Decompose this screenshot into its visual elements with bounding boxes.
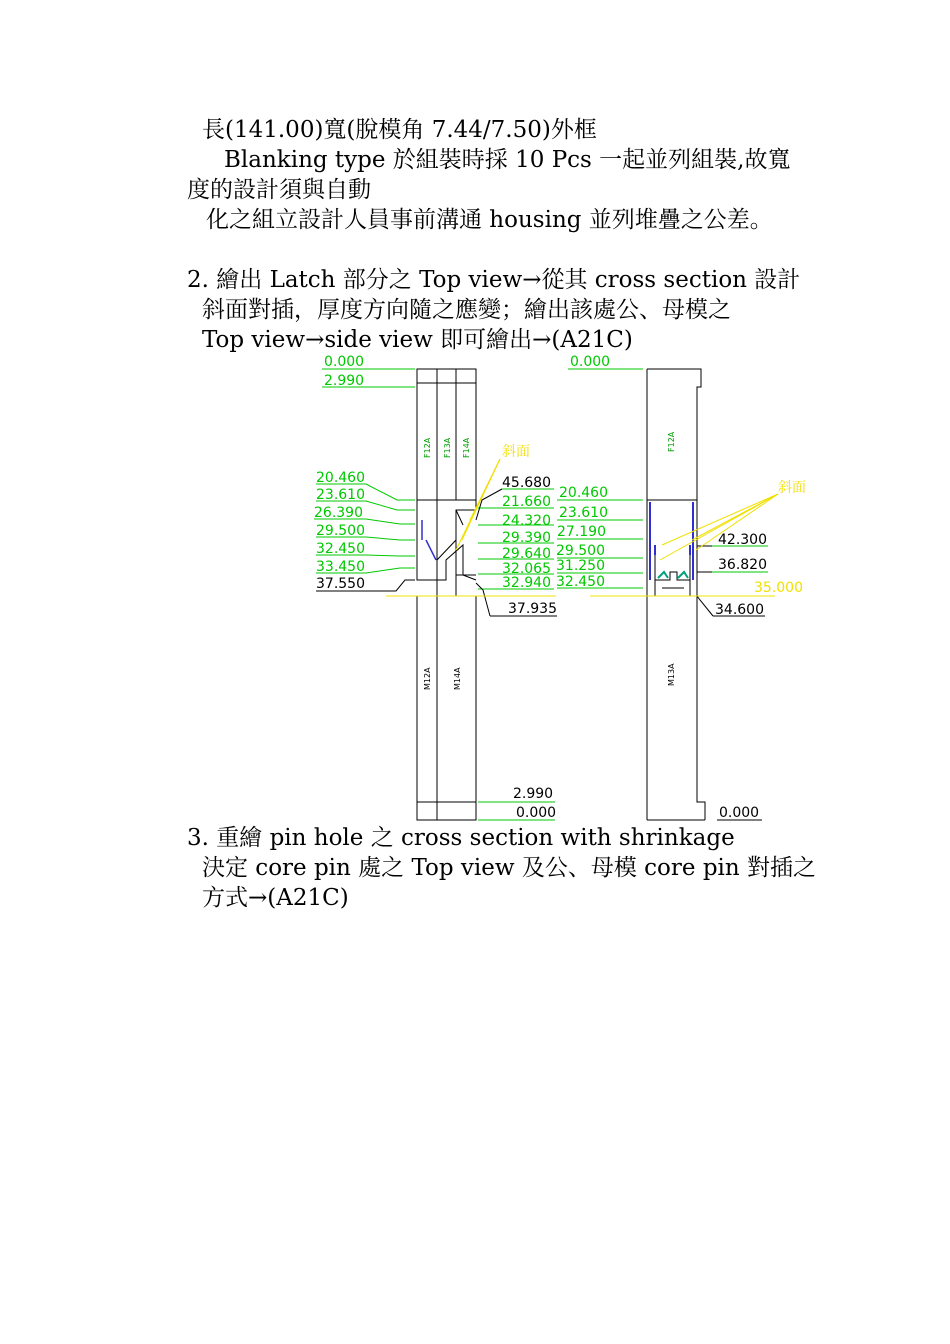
slope-label-right: 斜面 [778,480,806,496]
dim-left-l-5: 33.450 [316,559,365,575]
text-line-1: 長(141.00)寬(脫模角 7.44/7.50)外框 [202,117,597,143]
dim-left-top-0: 0.000 [324,354,365,370]
dim-left-bottom-mid: 37.935 [508,601,557,617]
dim-right-bottom-mid: 34.600 [715,602,764,618]
dim-left-l-2: 26.390 [314,505,363,521]
dim-right-l-3: 29.500 [556,543,605,559]
tag-f12a-right: F12A [667,431,676,452]
dim-left-r-2: 24.320 [502,513,551,529]
dim-left-l-4: 32.450 [316,541,365,557]
tag-m13a-right: M13A [667,663,676,686]
slope-label-left: 斜面 [502,444,530,460]
dim-left-l-1: 23.610 [316,487,365,503]
dim-left-r-3: 29.390 [502,530,551,546]
dim-left-r-5: 32.065 [502,561,551,577]
left-figure [314,354,557,821]
dim-left-l-6: 37.550 [316,576,365,592]
tag-f13a: F13A [443,437,452,458]
dim-left-r-4: 29.640 [502,546,551,562]
dim-left-bottom-1: 0.000 [516,805,557,821]
text-line-8: 3. 重繪 pin hole 之 cross section with shrinkage [187,825,735,851]
text-line-4: 化之組立設計人員事前溝通 housing 並列堆疊之公差。 [206,207,773,233]
text-line-6: 斜面對插，厚度方向隨之應變；繪出該處公、母模之 [202,297,731,323]
right-figure [556,354,806,821]
tag-m12a: M12A [423,667,432,690]
dim-left-top-1: 2.990 [324,373,365,389]
dim-right-r-2: 35.000 [754,580,803,596]
dim-right-r-1: 36.820 [718,557,767,573]
dim-left-r-1: 21.660 [502,494,551,510]
tag-f12a: F12A [423,437,432,458]
dim-right-l-5: 32.450 [556,574,605,590]
dim-right-l-0: 20.460 [559,485,608,501]
dim-left-r-0: 45.680 [502,475,551,491]
dim-right-l-4: 31.250 [556,558,605,574]
text-line-5: 2. 繪出 Latch 部分之 Top view→從其 cross section 設計 [187,267,801,293]
tag-m14a: M14A [453,667,462,690]
text-line-10: 方式→(A21C) [202,885,349,911]
dim-right-l-1: 23.610 [559,505,608,521]
tag-f14a: F14A [462,437,471,458]
dim-right-top: 0.000 [570,354,611,370]
dim-right-l-2: 27.190 [557,524,606,540]
text-line-2: Blanking type 於組裝時採 10 Pcs 一起並列組裝,故寬 [224,147,791,173]
text-line-7: Top view→side view 即可繪出→(A21C) [202,327,633,353]
dim-right-r-0: 42.300 [718,532,767,548]
dim-left-bottom-0: 2.990 [513,786,554,802]
text-line-3: 度的設計須與自動 [187,177,371,203]
dim-left-l-0: 20.460 [316,470,365,486]
dim-right-bottom: 0.000 [719,805,760,821]
dim-left-r-6: 32.940 [502,575,551,591]
text-line-9: 決定 core pin 處之 Top view 及公、母模 core pin 對插之 [202,855,817,881]
dim-left-l-3: 29.500 [316,523,365,539]
